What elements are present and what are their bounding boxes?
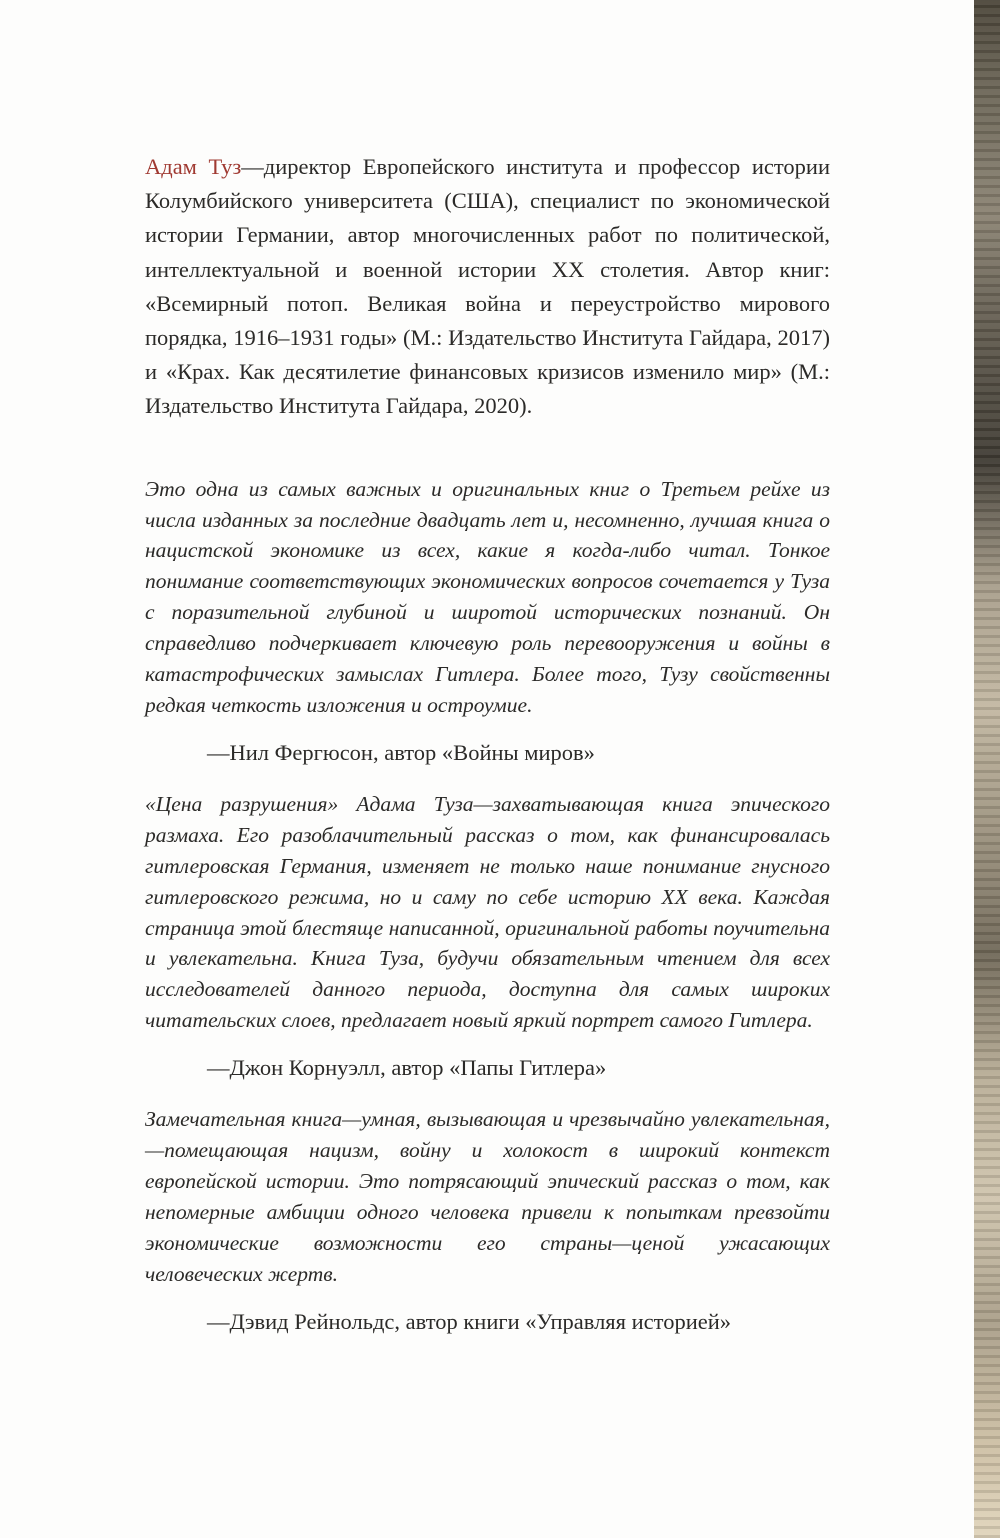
- review-quote: [145, 1104, 830, 1337]
- page-content: [145, 150, 830, 1352]
- review-quote: [145, 474, 830, 769]
- quote-attribution: —Джон Корнуэлл, автор «Папы Гитлера»: [207, 1055, 607, 1081]
- author-name: Адам Туз: [145, 154, 242, 179]
- quote-text: «Цена разрушения» Адама Туза—захватывающая книга эпического размаха. Его разоблачительный рассказ о том, как финансировалась гитлеровская Германия, изменяет не только наше понимание гнусного гитлеровского режима, но и саму по себе историю XX века. Каждая страница этой блестяще написанной, оригинальной работы поучительна и увлекательна. Книга Туза, будучи обязательным чтением для всех исследователей данного периода, доступна для самых широких читательских слоев, предлагает новый яркий портрет самого Гитлера.: [145, 791, 830, 1033]
- author-bio: [145, 150, 830, 424]
- quote-text: Замечательная книга—умная, вызывающая и чрезвычайно увлекательная,—помещающая нацизм, войну и холокост в широкий контекст европейской истории. Это потрясающий эпический рассказ о том, как непомерные амбиции одного человека привели к попыткам превзойти экономические возможности его страны—ценой ужасающих человеческих жертв.: [145, 1107, 830, 1286]
- author-bio-text: —директор Европейского института и профессор истории Колумбийского университета (США), специалист по экономической истории Германии, автор многочисленных работ по политической, интеллектуальной и военной истории XX столетия. Автор книг: «Всемирный потоп. Великая война и переустройство мирового порядка, 1916–1931 годы» (М.: Издательство Института Гайдара, 2017) и «Крах. Как десятилетие финансовых кризисов изменило мир» (М.: Издательство Института Гайдара, 2020).: [145, 154, 830, 419]
- review-quotes: [145, 474, 830, 1338]
- quote-attribution: —Нил Фергюсон, автор «Войны миров»: [207, 739, 595, 765]
- cover-photo-edge: [974, 0, 1000, 1538]
- review-quote: [145, 789, 830, 1084]
- quote-text: Это одна из самых важных и оригинальных книг о Третьем рейхе из числа изданных за последние двадцать лет и, несомненно, лучшая книга о нацистской экономике из всех, какие я когда-либо читал. Тонкое понимание соответствующих экономических вопросов сочетается у Туза с поразительной глубиной и широтой исторических познаний. Он справедливо подчеркивает ключевую роль перевооружения и войны в катастрофических замыслах Гитлера. Более того, Тузу свойственны редкая четкость изложения и остроумие.: [145, 476, 830, 717]
- quote-attribution: —Дэвид Рейнольдс, автор книги «Управляя историей»: [207, 1308, 732, 1334]
